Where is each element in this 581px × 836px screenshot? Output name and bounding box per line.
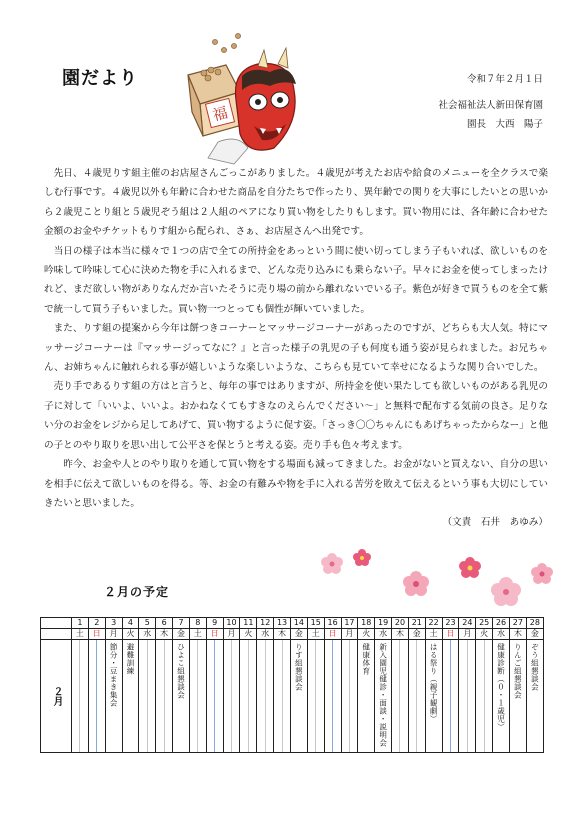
february-schedule-table [40, 617, 544, 753]
paragraph-2: 当日の様子は本当に様々で１つの店で全ての所持金をあっという間に使い切ってしまう子もいれば、欲しいものを吟味して吟味して心に決めた物を手に入れるまで、どんな売り込みにも乗らない子。早々にお金を使ってしまったけれど、まだ欲しい物がありなんだか言いたそうに売り場の前から離れないでいる子。紫色が好きで買うものを全て紫で統一して買う子もいました。買い物一つとっても個性が輝いていました。 [44, 245, 548, 315]
day-event-cell [358, 640, 375, 753]
day-number: 5 [139, 618, 156, 629]
day-event-cell [257, 640, 274, 753]
weekday: 土 [425, 629, 442, 640]
day-event-cell [459, 640, 476, 753]
weekday: 木 [156, 629, 173, 640]
weekday: 日 [88, 629, 105, 640]
day-event-cell [307, 640, 324, 753]
weekday: 金 [408, 629, 425, 640]
day-number: 1 [72, 618, 89, 629]
day-event-cell [526, 640, 543, 753]
day-number: 23 [442, 618, 459, 629]
weekday: 日 [442, 629, 459, 640]
event-text: 健康診断（０・１歳児） [496, 643, 506, 731]
empty-day-line [214, 640, 215, 752]
paragraph-4: 売り手であるりす組の方はと言うと、毎年の事ではありますが、所持金を使い果たしても欲しいものがある乳児の子に対して「いいよ、いいよ。おかねなくてもすきなのえらんでください～」と無料で配布する気前の良さ。足りない分のお金をレジから足してあげて、買い物するように促す姿。「さっき〇〇ちゃんにもあげちゃったからなー」と他の子とのやり取りを思い出して公平さを保とうと考える姿。売り手も色々考えます。 [44, 381, 548, 451]
empty-day-line [399, 640, 400, 752]
weekday: 水 [257, 629, 274, 640]
day-event-cell [173, 640, 190, 753]
empty-day-line [416, 640, 417, 752]
empty-day-line [467, 640, 468, 752]
weekday: 水 [493, 629, 510, 640]
day-event-cell [223, 640, 240, 753]
event-text: 避難訓練 [125, 643, 135, 675]
event-text: はる祭り（親子観劇） [429, 643, 439, 723]
day-event-cell [122, 640, 139, 753]
day-event-cell [442, 640, 459, 753]
weekday: 日 [206, 629, 223, 640]
weekday: 金 [526, 629, 543, 640]
day-number: 8 [189, 618, 206, 629]
weekday: 木 [509, 629, 526, 640]
day-number: 28 [526, 618, 543, 629]
day-event-cell [88, 640, 105, 753]
plum-blossom-decoration [320, 548, 560, 618]
day-number: 25 [476, 618, 493, 629]
empty-day-line [248, 640, 249, 752]
empty-day-line [231, 640, 232, 752]
weekday: 月 [223, 629, 240, 640]
empty-day-line [315, 640, 316, 752]
empty-day-line [96, 640, 97, 752]
event-text: りんご組懇談会 [513, 643, 523, 699]
empty-day-line [265, 640, 266, 752]
day-number: 9 [206, 618, 223, 629]
empty-day-line [282, 640, 283, 752]
empty-day-line [332, 640, 333, 752]
paragraph-3: また、りす組の提案から今年は餅つきコーナーとマッサージコーナーがあったのですが、どちらも大人気。特にマッサージコーナーは『マッサージってなに？』と言った様子の乳児の子も何度も通う姿が見られました。お兄ちゃん、お姉ちゃんに触れられる事が嬉しいような楽しいような、こちらも見ていて幸せになるような関り合いでした。 [44, 323, 548, 374]
day-number: 20 [392, 618, 409, 629]
day-event-cell [341, 640, 358, 753]
weekday: 木 [392, 629, 409, 640]
day-number: 26 [493, 618, 510, 629]
author-signature: （文責 石井 あゆみ） [442, 517, 548, 529]
day-event-cell [105, 640, 122, 753]
day-number: 17 [341, 618, 358, 629]
day-event-cell [509, 640, 526, 753]
day-number: 10 [223, 618, 240, 629]
empty-day-line [164, 640, 165, 752]
day-event-cell [324, 640, 341, 753]
day-number: 6 [156, 618, 173, 629]
director-name: 園長 大西 陽子 [466, 119, 543, 130]
day-number: 19 [375, 618, 392, 629]
day-number: 2 [88, 618, 105, 629]
day-event-cell [156, 640, 173, 753]
day-number: 21 [408, 618, 425, 629]
month-label: ２月 [41, 640, 72, 753]
corner-cell [41, 629, 72, 640]
empty-day-line [484, 640, 485, 752]
day-event-cell [476, 640, 493, 753]
weekday: 火 [122, 629, 139, 640]
event-text: りす組懇談会 [294, 643, 304, 691]
bean-box-icon [188, 33, 242, 136]
day-number: 18 [358, 618, 375, 629]
event-text: ぞう組懇談会 [530, 643, 540, 691]
day-number: 3 [105, 618, 122, 629]
schedule-title: ２月の予定 [104, 585, 170, 599]
event-text: 健康体育 [361, 643, 371, 675]
organization-name: 社会福祉法人新田保育園 [438, 100, 543, 111]
day-event-cell [408, 640, 425, 753]
corner-cell [41, 618, 72, 629]
empty-day-line [349, 640, 350, 752]
day-number: 22 [425, 618, 442, 629]
event-row [41, 640, 544, 753]
article-body [44, 164, 548, 533]
day-number: 15 [307, 618, 324, 629]
weekday: 月 [105, 629, 122, 640]
day-event-cell [274, 640, 291, 753]
weekday: 日 [324, 629, 341, 640]
event-text: 節分・豆まき集会 [109, 643, 119, 707]
day-event-cell [189, 640, 206, 753]
plum-blossom-icon [321, 549, 553, 606]
day-number: 14 [290, 618, 307, 629]
issue-date: 令和７年２月１日 [466, 74, 543, 85]
day-number: 12 [257, 618, 274, 629]
day-event-cell [240, 640, 257, 753]
empty-day-line [79, 640, 80, 752]
day-number: 4 [122, 618, 139, 629]
day-number: 27 [509, 618, 526, 629]
day-event-cell [72, 640, 89, 753]
weekday: 月 [341, 629, 358, 640]
day-event-cell [493, 640, 510, 753]
weekday-row [41, 629, 544, 640]
event-text: ひよこ組懇談会 [176, 643, 186, 699]
weekday: 水 [139, 629, 156, 640]
empty-day-line [147, 640, 148, 752]
paragraph-5: 昨今、お金や人とのやり取りを通して買い物をする場面も減ってきました。お金がないと買えない、自分の思いを相手に伝えて欲しいものを得る。等、お金の有難みや物を手に入れる苦労を敗えて伝えるという事も大切にしていきたいと思いました。 [44, 459, 548, 509]
day-number: 16 [324, 618, 341, 629]
weekday: 火 [358, 629, 375, 640]
weekday: 金 [290, 629, 307, 640]
day-event-cell [139, 640, 156, 753]
setsubun-illustration [178, 30, 318, 165]
fuku-label: 福 [210, 103, 230, 125]
day-event-cell [206, 640, 223, 753]
day-number: 7 [173, 618, 190, 629]
day-number-row [41, 618, 544, 629]
weekday: 火 [240, 629, 257, 640]
paragraph-1: 先日、４歳児りす組主催のお店屋さんごっこがありました。４歳児が考えたお店や給食のメニューを全クラスで楽しむ行事です。４歳児以外も年齢に合わせた商品を自分たちで作ったり、異年齢での関りを大事にしたいとの思いから２歳児ことり組と５歳児ぞう組は２人組のペアになり買い物をしたりもします。買い物用には、各年齢に合わせた金額のお金やチケットもりす組から配られ、さぁ、お店屋さんへ出発です。 [44, 168, 548, 238]
weekday: 金 [173, 629, 190, 640]
day-event-cell [425, 640, 442, 753]
weekday: 木 [274, 629, 291, 640]
event-text: 新入園児健診・面談・説明会 [378, 643, 388, 747]
weekday: 月 [459, 629, 476, 640]
day-number: 11 [240, 618, 257, 629]
day-number: 13 [274, 618, 291, 629]
empty-day-line [450, 640, 451, 752]
weekday: 火 [476, 629, 493, 640]
empty-day-line [197, 640, 198, 752]
day-event-cell [375, 640, 392, 753]
weekday: 土 [72, 629, 89, 640]
page-title: 園だより [62, 68, 138, 89]
weekday: 土 [307, 629, 324, 640]
day-event-cell [392, 640, 409, 753]
weekday: 水 [375, 629, 392, 640]
weekday: 土 [189, 629, 206, 640]
day-event-cell [290, 640, 307, 753]
day-number: 24 [459, 618, 476, 629]
